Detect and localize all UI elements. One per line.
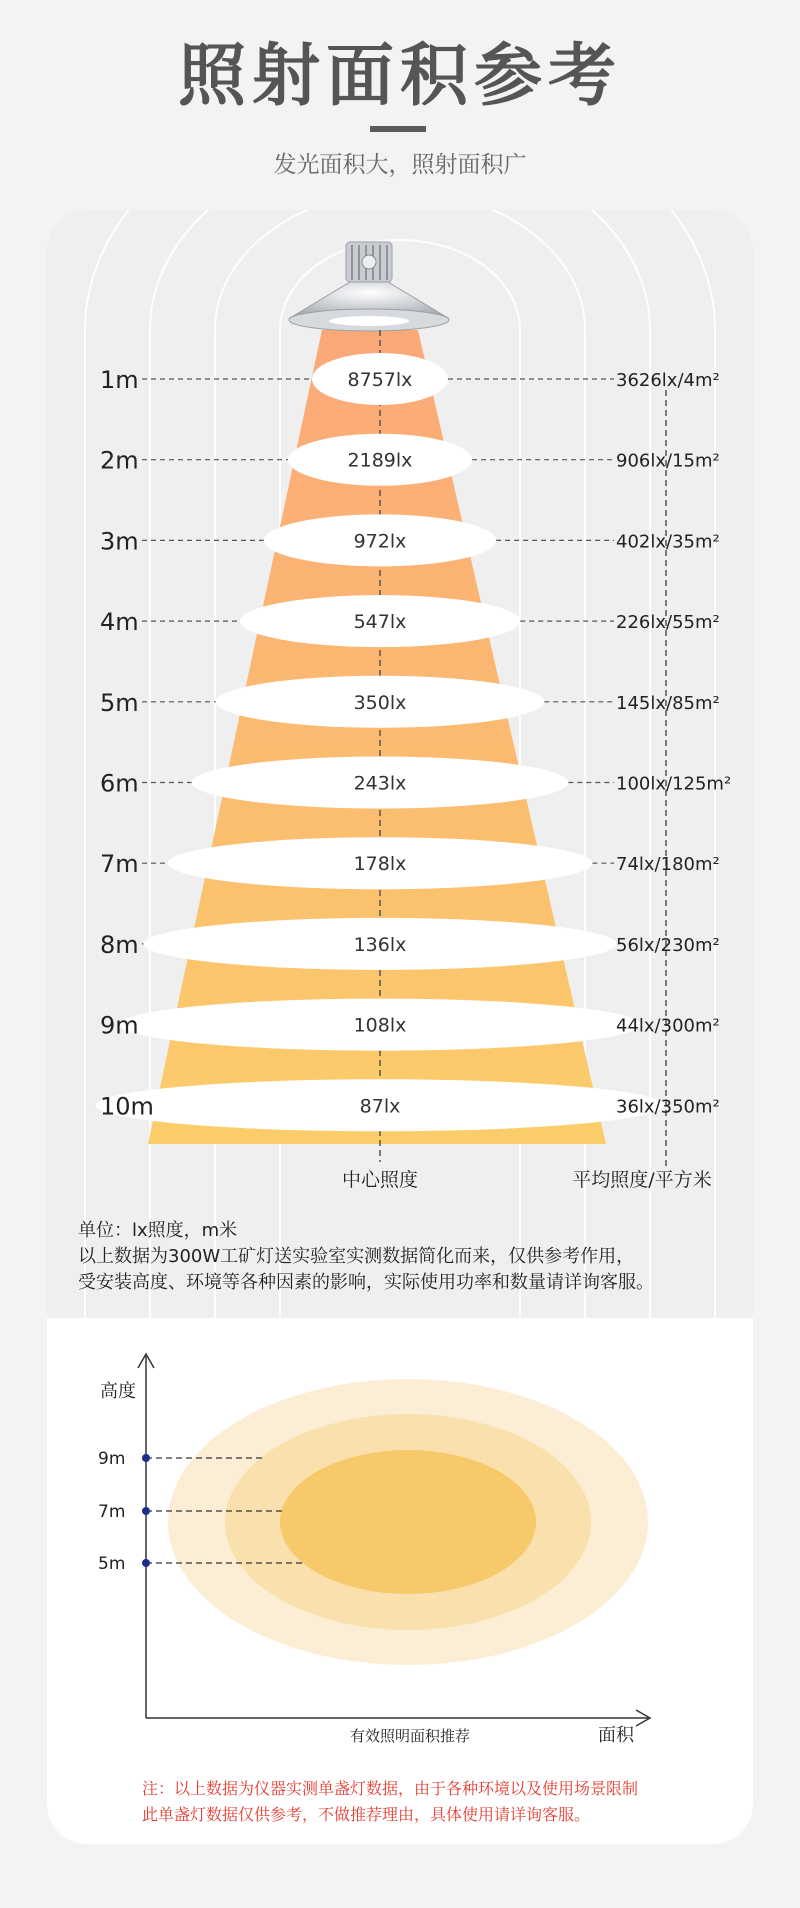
center-illuminance-value: 8757lx: [347, 369, 413, 391]
illuminance-row: [100, 757, 731, 809]
avg-illuminance-value: 226lx/55m²: [616, 612, 720, 634]
height-label: 3m: [100, 527, 139, 556]
data-note-line2: 受安装高度、环境等各种因素的影响，实际使用功率和数量请详询客服。: [78, 1272, 654, 1293]
height-label: 7m: [100, 850, 139, 879]
avg-illuminance-value: 402lx/35m²: [616, 531, 720, 553]
illuminance-row: [100, 353, 720, 405]
center-illuminance-value: 547lx: [353, 611, 407, 634]
avg-illuminance-value: 36lx/350m²: [616, 1096, 720, 1118]
high-bay-lamp-icon: [289, 242, 449, 331]
area-ellipse-5m: [280, 1450, 536, 1594]
level-label: 5m: [98, 1554, 126, 1574]
avg-illuminance-value: 56lx/230m²: [616, 934, 720, 956]
height-label: 4m: [100, 608, 139, 637]
center-illuminance-value: 178lx: [353, 853, 407, 876]
height-label: 2m: [100, 446, 139, 475]
height-label: 9m: [100, 1011, 139, 1040]
avg-illuminance-value: 100lx/125m²: [616, 773, 732, 795]
page-title: 照射面积参考: [177, 37, 622, 116]
illuminance-row: [100, 434, 720, 486]
level-label: 7m: [98, 1502, 126, 1522]
x-axis-label: 面积: [598, 1725, 634, 1746]
height-label: 10m: [100, 1092, 154, 1121]
center-illuminance-value: 108lx: [353, 1014, 407, 1037]
avg-illuminance-value: 906lx/15m²: [616, 450, 720, 472]
center-illuminance-value: 243lx: [353, 772, 407, 795]
illuminance-row: [100, 676, 720, 728]
center-illuminance-value: 972lx: [353, 530, 407, 553]
height-label: 6m: [100, 769, 139, 798]
area-recommendation-chart: [98, 1354, 650, 1746]
level-label: 9m: [98, 1449, 126, 1469]
data-note-line1: 以上数据为300W工矿灯送实验室实测数据简化而来，仅供参考作用，: [78, 1246, 635, 1267]
avg-illuminance-value: 74lx/180m²: [616, 854, 720, 876]
level-dot: [142, 1507, 150, 1515]
x-axis-center-label: 有效照明面积推荐: [349, 1727, 471, 1745]
height-label: 8m: [100, 930, 139, 959]
height-label: 5m: [100, 688, 139, 717]
y-axis-label: 高度: [100, 1381, 136, 1402]
avg-illuminance-value: 145lx/85m²: [616, 692, 720, 714]
level-dot: [142, 1454, 150, 1462]
footer-note-line1: 注：以上数据为仪器实测单盏灯数据，由于各种环境以及使用场景限制: [142, 1779, 639, 1798]
level-dot: [142, 1559, 150, 1567]
avg-illuminance-value: 3626lx/4m²: [616, 370, 720, 391]
avg-illuminance-label: 平均照度/平方米: [572, 1169, 712, 1191]
center-illuminance-value: 350lx: [353, 691, 407, 714]
footer-note-line2: 此单盏灯数据仅供参考，不做推荐理由，具体使用请详询客服。: [142, 1805, 591, 1824]
illuminance-row: [100, 595, 720, 647]
illuminance-row: [100, 837, 720, 889]
center-illuminance-value: 136lx: [353, 933, 407, 956]
center-illuminance-value: 87lx: [359, 1095, 401, 1118]
avg-illuminance-value: 44lx/300m²: [616, 1015, 720, 1037]
unit-note: 单位：lx照度，m米: [78, 1220, 238, 1241]
center-illuminance-value: 2189lx: [347, 449, 413, 472]
page-subtitle: 发光面积大，照射面积广: [273, 152, 527, 178]
center-illuminance-label: 中心照度: [341, 1169, 419, 1191]
height-label: 1m: [100, 366, 139, 394]
illuminance-row: [100, 514, 720, 566]
illuminance-row: [95, 1079, 719, 1131]
